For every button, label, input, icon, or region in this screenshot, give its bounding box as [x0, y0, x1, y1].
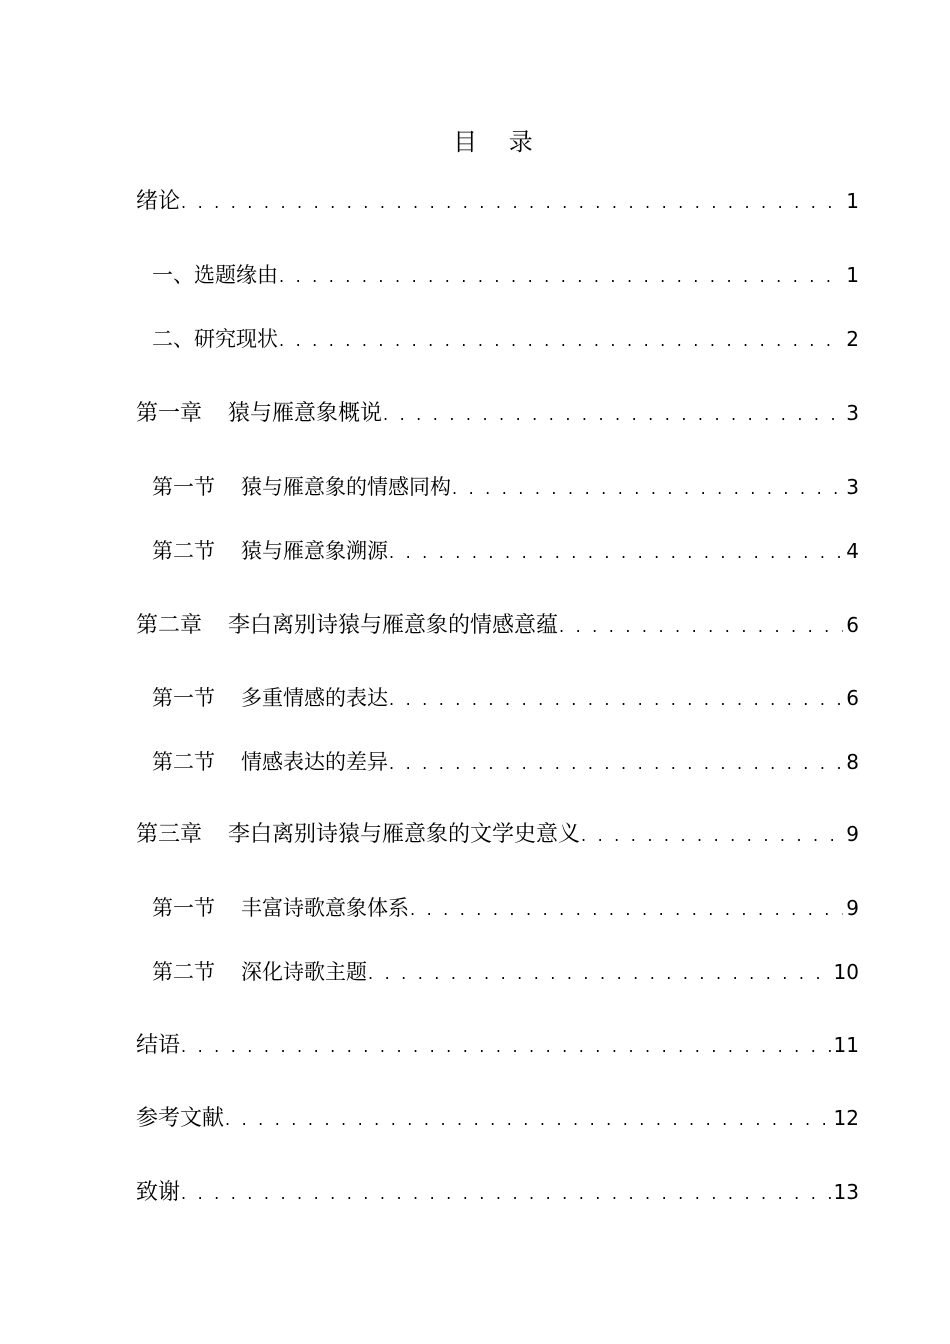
toc-entry-chapter-2-section-2[interactable] — [152, 745, 859, 779]
toc-leader-dots — [225, 1103, 831, 1137]
toc-entry-chapter-2-section-1[interactable] — [152, 681, 859, 715]
toc-leader-dots — [279, 324, 843, 358]
toc-entry-chapter-3-section-2[interactable] — [152, 955, 859, 989]
toc-entry-chapter-2[interactable] — [136, 608, 859, 642]
toc-leader-dots — [452, 472, 843, 506]
toc-leader-dots — [581, 819, 843, 853]
toc-leader-dots — [389, 683, 843, 717]
toc-entry-text: 情感表达的差异 — [241, 750, 388, 774]
toc-entry-acknowledgements[interactable] — [136, 1175, 859, 1209]
toc-entry-text: 丰富诗歌意象体系 — [241, 896, 409, 920]
toc-entry-references[interactable] — [136, 1101, 859, 1135]
toc-entry-topic-reason[interactable] — [152, 258, 859, 292]
toc-entry-number: 第一节 — [152, 896, 215, 920]
toc-leader-dots — [389, 536, 843, 570]
toc-entry-text: 猿与雁意象溯源 — [241, 539, 388, 563]
toc-entry-chapter-1[interactable] — [136, 396, 859, 430]
toc-page-number: 8 — [846, 750, 859, 774]
toc-entry-number: 第一章 — [136, 401, 203, 426]
toc-page-number: 6 — [846, 686, 859, 710]
toc-leader-dots — [279, 260, 843, 294]
toc-entry-text: 致谢 — [136, 1180, 181, 1205]
toc-entry-text: 绪论 — [136, 189, 181, 214]
toc-entry-introduction[interactable] — [136, 184, 859, 218]
toc-leader-dots — [410, 893, 843, 927]
toc-page-number: 4 — [846, 539, 859, 563]
toc-entry-chapter-3[interactable] — [136, 817, 859, 851]
toc-entry-text: 一、选题缘由 — [152, 263, 278, 287]
toc-entry-text: 参考文献 — [136, 1106, 225, 1131]
toc-page-number: 2 — [846, 327, 859, 351]
toc-leader-dots — [368, 957, 831, 991]
toc-entry-number: 第二章 — [136, 613, 203, 638]
toc-entry-text: 深化诗歌主题 — [241, 960, 367, 984]
toc-leader-dots — [383, 398, 843, 432]
toc-entry-chapter-3-section-1[interactable] — [152, 891, 859, 925]
toc-leader-dots — [181, 186, 843, 220]
page-title: 目 录 — [453, 128, 545, 156]
toc-page-number: 9 — [846, 896, 859, 920]
toc-page-number: 13 — [833, 1180, 859, 1204]
toc-page-number: 3 — [846, 401, 859, 425]
toc-entry-text: 二、研究现状 — [152, 327, 278, 351]
toc-entry-text: 结语 — [136, 1033, 181, 1058]
toc-page-number: 1 — [846, 189, 859, 213]
toc-page-number: 1 — [846, 263, 859, 287]
toc-page-number: 3 — [846, 475, 859, 499]
toc-leader-dots — [559, 610, 843, 644]
toc-page-number: 9 — [846, 822, 859, 846]
toc-entry-number: 第一节 — [152, 686, 215, 710]
toc-page-number: 6 — [846, 613, 859, 637]
toc-entry-text: 李白离别诗猿与雁意象的文学史意义 — [228, 822, 581, 847]
toc-entry-chapter-1-section-1[interactable] — [152, 470, 859, 504]
toc-entry-number: 第二节 — [152, 539, 215, 563]
toc-leader-dots — [181, 1030, 831, 1064]
toc-page-number: 12 — [833, 1106, 859, 1130]
toc-page-number: 11 — [833, 1033, 859, 1057]
toc-entry-text: 猿与雁意象概说 — [228, 401, 383, 426]
toc-entry-number: 第一节 — [152, 475, 215, 499]
toc-entry-conclusion[interactable] — [136, 1028, 859, 1062]
toc-entry-text: 猿与雁意象的情感同构 — [241, 475, 451, 499]
toc-entry-number: 第三章 — [136, 822, 203, 847]
toc-page-number: 10 — [833, 960, 859, 984]
toc-entry-chapter-1-section-2[interactable] — [152, 534, 859, 568]
toc-entry-text: 多重情感的表达 — [241, 686, 388, 710]
toc-entry-number: 第二节 — [152, 750, 215, 774]
toc-entry-number: 第二节 — [152, 960, 215, 984]
toc-leader-dots — [181, 1177, 831, 1211]
toc-entry-text: 李白离别诗猿与雁意象的情感意蕴 — [228, 613, 559, 638]
toc-leader-dots — [389, 747, 843, 781]
toc-entry-research-status[interactable] — [152, 322, 859, 356]
